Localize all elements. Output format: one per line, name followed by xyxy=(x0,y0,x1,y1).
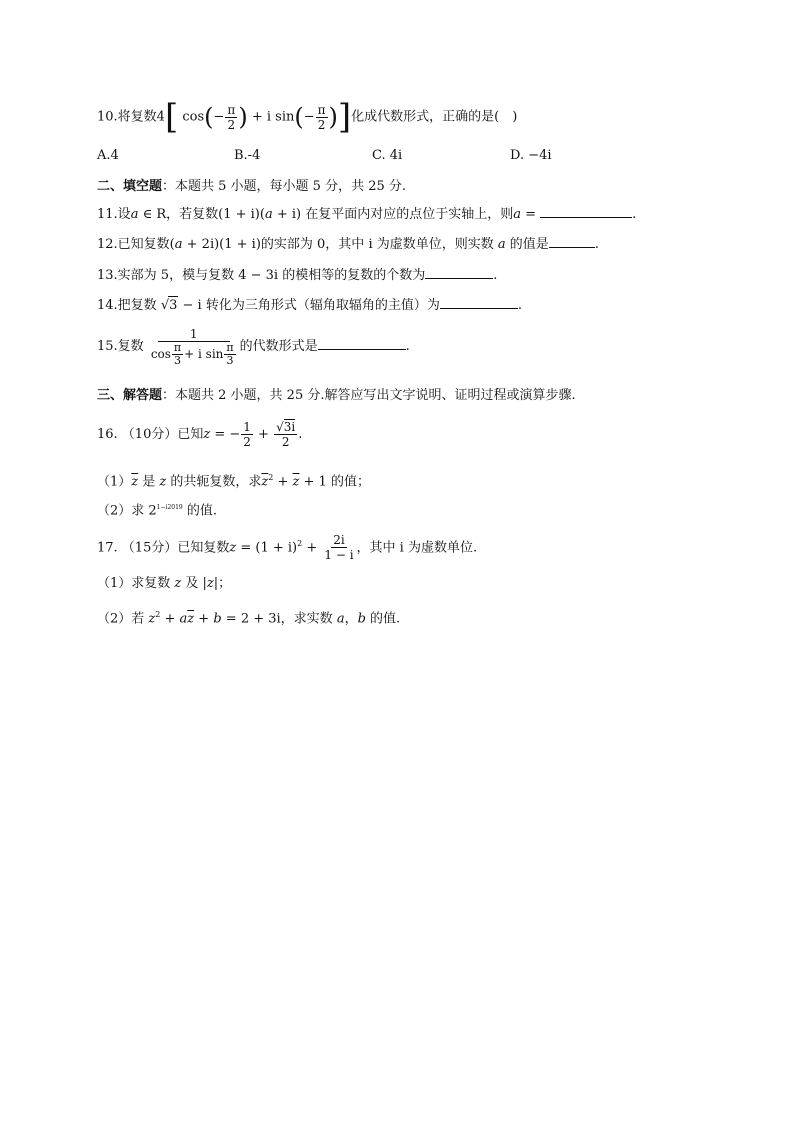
question-16: 16. （10分）已知z = − $\frac{1}{2}$ + $\frac{√3i}{2}$ . xyxy=(97,420,303,449)
q10-option-d: D. −4i xyxy=(510,148,552,163)
q10-isin: + i sin xyxy=(251,109,295,125)
q10-prefix: 10.将复数4 xyxy=(97,109,165,125)
question-10: 10.将复数4[ cos(− $\frac{\pi}{2}$ ) + i sin(− $\frac{\pi}{2}$ )]化成代数形式，正确的是( ) xyxy=(97,97,518,137)
q11-answer-blank[interactable] xyxy=(540,205,632,218)
q13-answer-blank[interactable] xyxy=(425,266,493,279)
sqrt-3: 3 xyxy=(169,298,178,313)
question-16-part-2: （2）求 $2^{1-i2019}$ 的值. xyxy=(97,503,217,519)
question-12: 12.已知复数(a + 2i)(1 + i)的实部为 0，其中 i 为虚数单位，则实数 a 的值是 . xyxy=(97,237,599,252)
q15-fraction: 1 cos $\frac{\pi}{3}$ + i sin $\frac{\pi}{3}$ xyxy=(150,326,234,367)
question-17: 17. （15分）已知复数$z = (1 + i)^2$ + $\frac{2i}{1 - i}$ ，其中 i 为虚数单位. xyxy=(97,533,478,563)
q14-answer-blank[interactable] xyxy=(440,296,518,309)
question-11: 11.设a ∈ R，若复数(1 + i)(a + i) 在复平面内对应的点位于实轴上，则a = . xyxy=(97,207,637,222)
q10-option-b: B.-4 xyxy=(234,148,261,163)
q10-cos: cos xyxy=(182,109,205,125)
question-15: 15.复数 1 cos $\frac{\pi}{3}$ + i sin $\frac{\pi}{3}$ 的代数形式是 . xyxy=(97,326,410,367)
question-13: 13.实部为 5，模与复数 4 − 3i 的模相等的复数的个数为 . xyxy=(97,268,498,283)
q10-option-a: A.4 xyxy=(97,148,119,163)
section-3-text: ：本题共 2 小题，共 25 分.解答应写出文字说明、证明过程或演算步骤. xyxy=(162,388,576,403)
q10-fraction-1: $\frac{\pi}{2}$ xyxy=(227,102,236,132)
question-17-part-1: （1）求复数 z 及 |z|； xyxy=(97,576,232,591)
section-2-heading xyxy=(97,178,406,196)
section-3-heading xyxy=(97,387,576,405)
q15-answer-blank[interactable] xyxy=(318,337,406,350)
section-2-text: ：本题共 5 小题，每小题 5 分，共 25 分. xyxy=(162,179,407,194)
question-16-part-1: $(1)\overline{z}$ 是 z 的共轭复数，求$\overline{z}^2 + \overline{z} + 1$ 的值； xyxy=(97,473,370,490)
question-14: 14.把复数 √3 − i 转化为三角形式（辐角取辐角的主值）为 . xyxy=(97,298,522,313)
question-17-part-2: （2）若 $z^2 + a\overline{z} + b = 2 + 3i$，求实数 a，b 的值. xyxy=(97,610,401,627)
section-2-label: 二、填空题 xyxy=(97,179,163,194)
q10-suffix: 化成代数形式，正确的是( ) xyxy=(351,109,518,125)
q10-fraction-2: $\frac{\pi}{2}$ xyxy=(317,102,326,132)
q12-answer-blank[interactable] xyxy=(549,235,595,248)
q10-option-c: C. 4i xyxy=(372,148,403,163)
section-3-label: 三、解答题 xyxy=(97,388,163,403)
